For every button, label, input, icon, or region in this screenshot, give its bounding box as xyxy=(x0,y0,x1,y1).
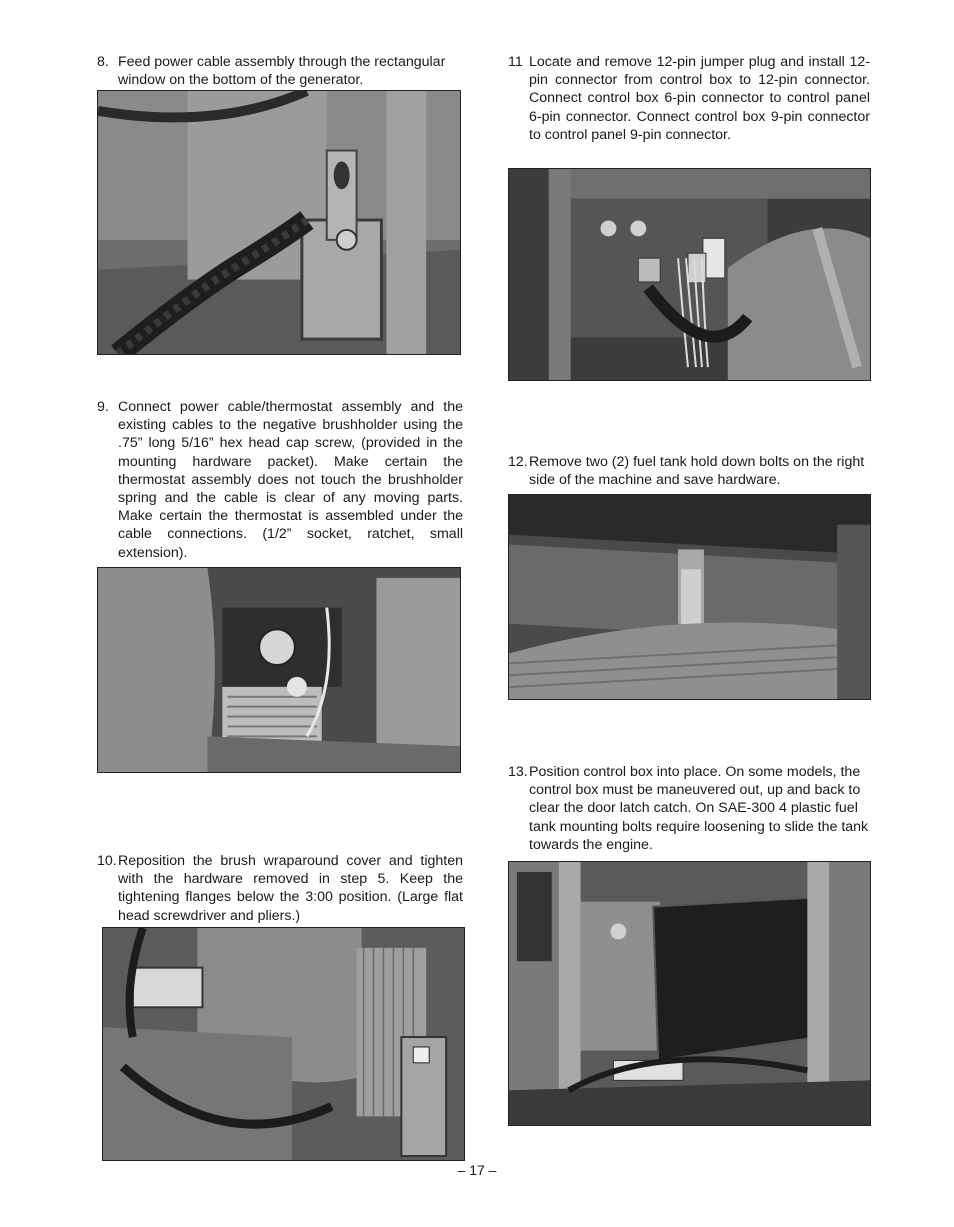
step-text: Position control box into place. On some models, the control box must be maneuvered out, up and back to clear the door latch catch. On SAE-300 4 plastic fuel tank mounting bolts require loosening to slide the tank towards the engine. xyxy=(529,764,869,853)
photo-brushholder-connection xyxy=(97,567,461,773)
step-number: 9. xyxy=(97,399,109,415)
photo-brush-cover xyxy=(102,927,465,1161)
step-number: 13. xyxy=(508,764,528,780)
step-13 xyxy=(508,763,870,854)
step-12 xyxy=(508,453,870,489)
step-10 xyxy=(97,852,463,925)
step-9 xyxy=(97,398,463,562)
step-text: Connect power cable/thermostat assembly and the existing cables to the negative brushholder using the .75” long 5/16” hex head cap screw, (provided in the mounting hardware packet). Make certain the thermostat assembly does not touch the brushholder spring and the cable is clear of any moving parts. Make certain the thermostat is assembled under the cable connections. (1/2” socket, ratchet, small extension). xyxy=(118,399,463,561)
step-number: 12. xyxy=(508,454,528,470)
photo-fuel-tank-bolts xyxy=(508,494,871,700)
step-text: Remove two (2) fuel tank hold down bolts on the right side of the machine and save hardware. xyxy=(529,454,865,489)
step-number: 10. xyxy=(97,853,117,869)
step-8 xyxy=(97,53,463,89)
step-number: 11 xyxy=(508,54,523,70)
photo-power-cable-window xyxy=(97,90,461,355)
photo-pin-connectors xyxy=(508,168,871,381)
step-text: Feed power cable assembly through the rectangular window on the bottom of the generator. xyxy=(118,54,446,89)
step-11 xyxy=(508,53,870,144)
step-text: Locate and remove 12-pin jumper plug and install 12-pin connector from control box to 12-pin connector. Connect control box 6-pin connector to control panel 6-pin connector. Connect control box 9-pin connector to control panel 9-pin connector. xyxy=(529,54,870,143)
photo-control-box xyxy=(508,861,871,1126)
page-number: – 17 – xyxy=(457,1162,497,1178)
step-text: Reposition the brush wraparound cover and tighten with the hardware removed in step 5. Keep the tightening flanges below the 3:00 position. (Large flat head screwdriver and pliers.) xyxy=(118,853,463,924)
step-number: 8. xyxy=(97,54,109,70)
